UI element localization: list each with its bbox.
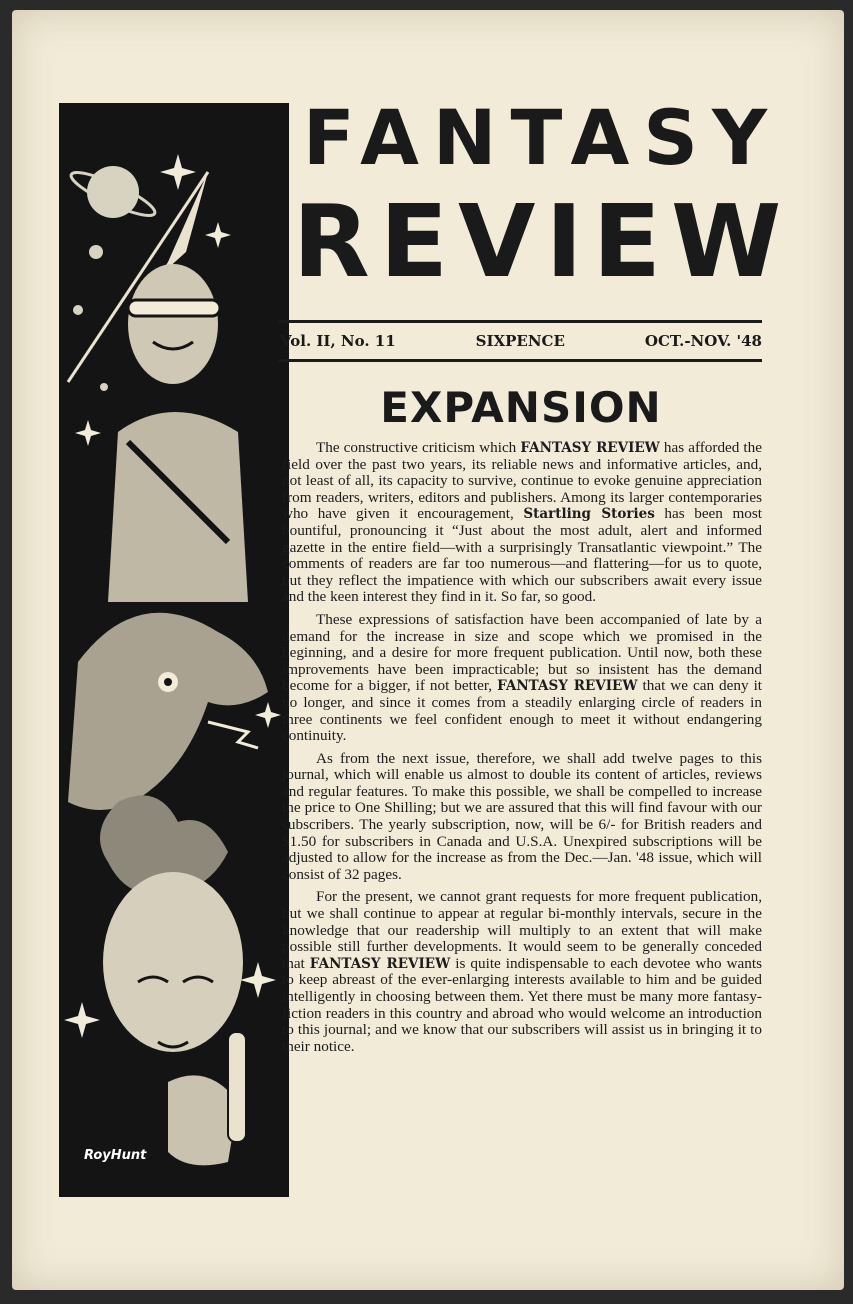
- article-paragraph-1: The constructive criticism which FANTASY REVIEW has afforded the field over the past two years, its reliable news and informative articles, and, not least of all, its capacity to survive, continue to evoke genuine appreciation from readers, writers, editors and publishers. Among its larger contemporaries who have given it encouragement, Startling Stories has been most bountiful, pronouncing it “Just about the most adult, alert and informed gazette in the entire field—with a surprisingly Transatlantic viewpoint.” The comments of readers are far too numerous—and flattering—for us to quote, but they reflect the impatience with which our subscribers await every issue and the keen interest they find in it. So far, so good.: [282, 439, 762, 606]
- volume-number: Vol. II, No. 11: [280, 332, 396, 350]
- article-paragraph-3: As from the next issue, therefore, we shall add twelve pages to this journal, which will enable us almost to double its content of articles, reviews and regular features. To make this possible, we shall be compelled to increase the price to One Shilling; but we are assured that this will find favour with our subscribers. The yearly subscription, now, will be 6/- for British readers and $1.50 for subscribers in Canada and U.S.A. Unexpired subscriptions will be adjusted to allow for the increase as from the Dec.—Jan. '48 issue, which will consist of 32 pages.: [282, 749, 762, 883]
- issue-date: OCT.-NOV. '48: [644, 332, 762, 350]
- magazine-cover: [12, 10, 844, 1290]
- issue-price: SIXPENCE: [475, 332, 565, 350]
- cover-illustration: [58, 102, 290, 1198]
- masthead-rule-top: [278, 320, 762, 323]
- magazine-title-line2: REVIEW: [292, 183, 792, 300]
- article-headline: EXPANSION: [380, 383, 662, 432]
- article-body: [282, 440, 762, 1061]
- masthead-rule-bottom: [278, 359, 762, 362]
- article-paragraph-2: These expressions of satisfaction have been accompanied of late by a demand for the increase in size and scope which we promised in the beginning, and a desire for more frequent publication. Until now, both these improvements have been impracticable; but so insistent has the demand become for a bigger, if not better, FANTASY REVIEW that we can deny it no longer, and since it comes from a steadily enlarging circle of readers in three continents we feel confident enough to meet it without endangering continuity.: [282, 610, 763, 745]
- space-fantasy-illustration-icon: [58, 102, 290, 1198]
- artist-signature: RoyHunt: [84, 1148, 147, 1163]
- magazine-title-line1: FANTASY: [302, 93, 782, 182]
- issue-info-bar: [280, 332, 762, 350]
- article-paragraph-4: For the present, we cannot grant requests for more frequent publication, but we shall continue to appear at regular bi-monthly intervals, secure in the knowledge that our readership will multiply to an extent that will make possible still further developments. It would seem to be generally conceded that FANTASY REVIEW is quite indispensable to each devotee who wants to keep abreast of the ever-enlarging interests available to him and be guided intelligently in choosing between them. Yet there must be many more fantasy-fiction readers in this country and abroad who would welcome an introduction to this journal; and we know that our subscribers will assist us in bringing it to their notice.: [282, 888, 762, 1055]
